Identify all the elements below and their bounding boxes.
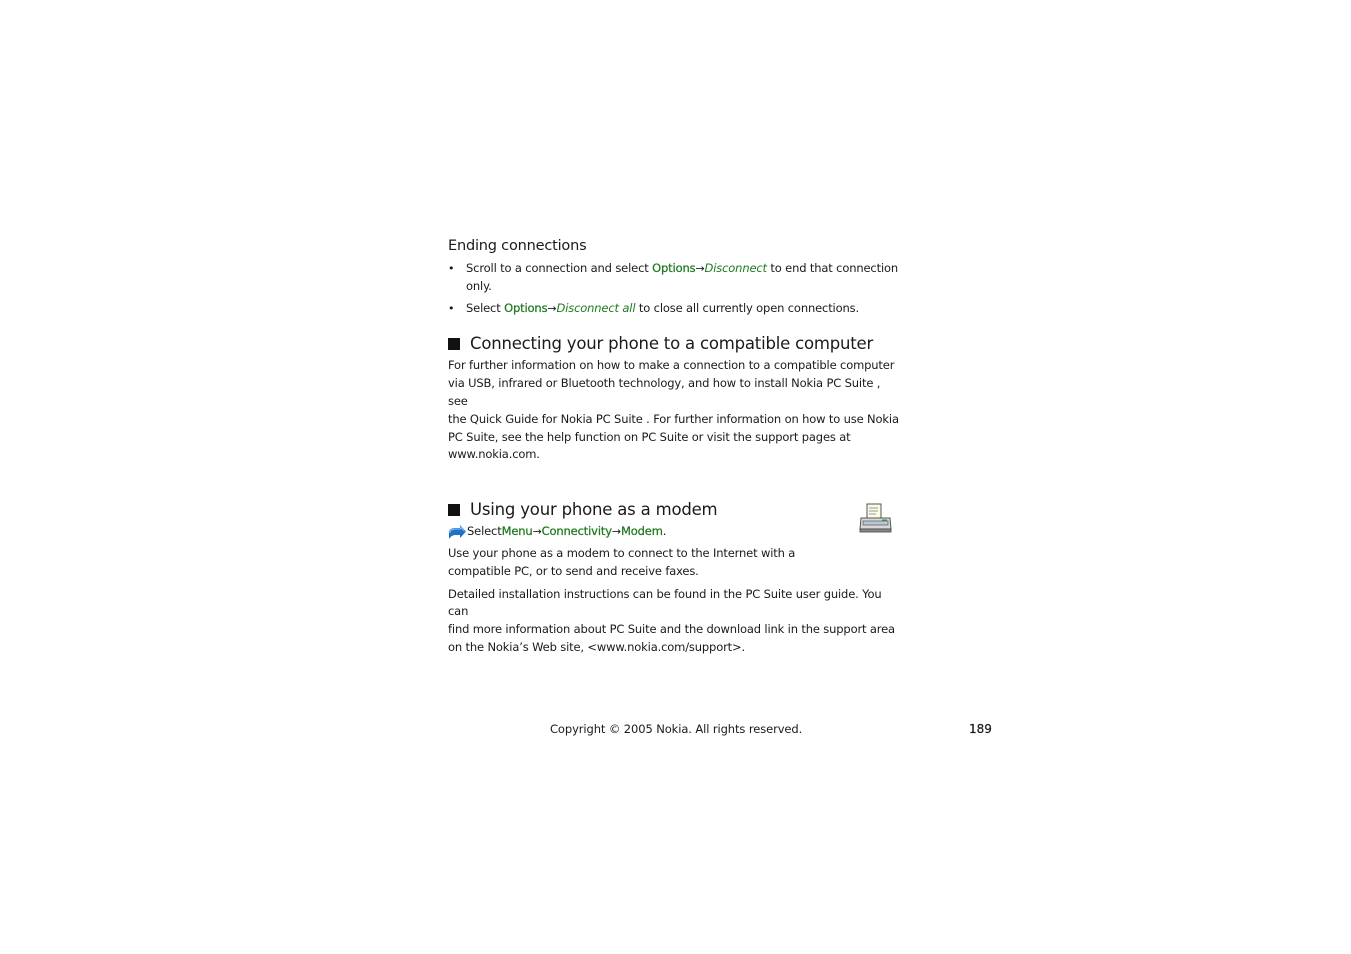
text-line: the Quick Guide for Nokia PC Suite . For further information on how to use Nokia [448,411,899,426]
text-line: For further information on how to make a connection to a compatible computer [448,358,895,373]
period: . [662,524,667,539]
menu-ref: Menu [501,524,533,539]
bullet2-post: to close all currently open connections. [635,300,859,315]
bullet1-post: to end that connection [766,261,899,275]
bullet2-pre: Select [466,300,505,315]
modem-section-title [448,499,903,521]
connecting-paragraph [448,357,903,464]
text-line: PC Suite, see the help function on PC Suite or visit the support pages at [448,429,851,444]
disconnect-option-ref: Disconnect [704,261,767,275]
list-item [448,300,903,318]
section-square-icon [448,504,460,516]
list-item [448,260,903,296]
ending-connections-heading: Ending connections [448,238,587,254]
bullet1-pre: Scroll to a connection and select [466,261,653,275]
connecting-section-title [448,333,903,355]
arrow: → [611,525,621,539]
modem-title-text: Using your phone as a modem [470,500,718,520]
modem-paragraph-1 [448,545,798,581]
page-number: 189 [969,722,992,736]
modem-menu-path [448,523,903,541]
text-line: compatible PC, or to send and receive faxes. [448,563,699,578]
text-line: Detailed installation instructions can be found in the PC Suite user guide. You can [448,586,882,619]
bullet: • [448,301,455,315]
text-line: via USB, infrared or Bluetooth technology, and how to install Nokia PC Suite , see [448,376,881,408]
arrow: → [547,301,557,315]
section-square-icon [448,338,460,350]
connectivity-ref: Connectivity [541,524,612,539]
arrow: → [532,525,542,539]
select-text: Select [467,524,502,539]
bullet1-post-line2: only. [466,278,492,293]
options-menu-ref: Options [504,300,548,315]
disconnect-all-option-ref: Disconnect all [556,300,636,315]
text-line: find more information about PC Suite and the download link in the support area [448,622,895,637]
ending-connections-list [448,260,903,317]
arrow: → [695,262,705,275]
shortcut-arrow-icon [448,524,467,540]
modem-paragraph-2 [448,586,903,657]
copyright-notice: Copyright © 2005 Nokia. All rights reserved. [550,722,803,736]
bullet: • [448,262,455,275]
options-menu-ref: Options [652,261,696,275]
modem-ref: Modem [620,524,663,539]
text-line: on the Nokia’s Web site, <www.nokia.com/support>. [448,639,746,654]
text-line: Use your phone as a modem to connect to the Internet with a [448,545,796,560]
page-content [448,236,903,657]
connecting-title-text: Connecting your phone to a compatible computer [470,334,874,354]
text-line: www.nokia.com. [448,447,540,462]
modem-printer-icon [858,503,893,534]
